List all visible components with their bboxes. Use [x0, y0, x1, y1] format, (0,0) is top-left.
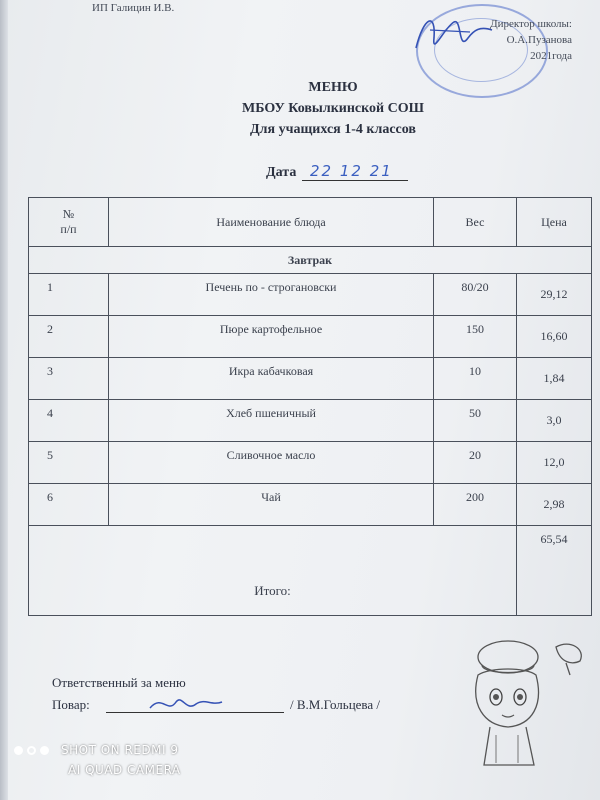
watermark-row-2 — [68, 760, 181, 780]
total-label: Итого: — [29, 526, 517, 616]
cook-label: Повар: — [52, 697, 90, 712]
chef-girl-illustration — [460, 635, 590, 775]
row-price: 3,0 — [517, 400, 592, 442]
row-price: 16,60 — [517, 316, 592, 358]
row-weight: 150 — [434, 316, 517, 358]
col-price: Цена — [517, 198, 592, 247]
page-binding-edge — [0, 0, 8, 800]
director-name: О.А.Пузанова — [506, 34, 572, 46]
menu-title: МЕНЮ — [308, 80, 358, 95]
col-dish-name: Наименование блюда — [109, 198, 434, 247]
row-number: 4 — [29, 400, 109, 442]
row-number: 2 — [29, 316, 109, 358]
cook-signature — [146, 690, 226, 716]
audience-line: Для учащихся 1-4 классов — [250, 122, 416, 137]
section-row — [29, 247, 592, 274]
row-number: 1 — [29, 274, 109, 316]
row-weight: 80/20 — [434, 274, 517, 316]
row-weight: 200 — [434, 484, 517, 526]
table-row — [29, 274, 592, 316]
total-value: 65,54 — [517, 526, 592, 616]
row-number: 5 — [29, 442, 109, 484]
row-dish: Печень по - строгановски — [109, 274, 434, 316]
director-signature — [410, 8, 500, 68]
responsible-label: Ответственный за меню — [52, 675, 186, 690]
camera-watermark — [14, 740, 181, 780]
menu-table — [28, 197, 592, 616]
row-dish: Икра кабачковая — [109, 358, 434, 400]
table-row — [29, 484, 592, 526]
col-weight: Вес — [434, 198, 517, 247]
row-dish: Чай — [109, 484, 434, 526]
row-number: 3 — [29, 358, 109, 400]
row-price: 2,98 — [517, 484, 592, 526]
table-row — [29, 316, 592, 358]
camera-dots-icon — [14, 746, 49, 755]
col-number — [29, 198, 109, 247]
row-dish: Сливочное масло — [109, 442, 434, 484]
row-number: 6 — [29, 484, 109, 526]
vendor-name: ИП Галицин И.В. — [92, 2, 175, 14]
watermark-row-1 — [14, 740, 181, 760]
row-dish: Хлеб пшеничный — [109, 400, 434, 442]
row-price: 1,84 — [517, 358, 592, 400]
table-row — [29, 400, 592, 442]
school-name: МБОУ Ковылкинской СОШ — [242, 101, 424, 116]
cook-name: / В.М.Гольцева / — [290, 697, 381, 712]
row-price: 12,0 — [517, 442, 592, 484]
watermark-line-2: AI QUAD CAMERA — [68, 763, 181, 777]
row-weight: 50 — [434, 400, 517, 442]
date-value: 22 12 21 — [302, 162, 408, 181]
row-dish: Пюре картофельное — [109, 316, 434, 358]
date-label: Дата — [266, 165, 297, 180]
director-approval — [490, 16, 572, 64]
section-breakfast: Завтрак — [29, 247, 592, 274]
watermark-line-1: SHOT ON REDMI 9 — [61, 743, 179, 757]
col-number-line2: п/п — [60, 222, 77, 236]
total-row — [29, 526, 592, 616]
row-price: 29,12 — [517, 274, 592, 316]
table-header-row — [29, 198, 592, 247]
director-title: Директор школы: — [490, 18, 572, 30]
approval-year: 2021года — [530, 50, 572, 62]
row-weight: 10 — [434, 358, 517, 400]
row-weight: 20 — [434, 442, 517, 484]
table-row — [29, 442, 592, 484]
table-row — [29, 358, 592, 400]
col-number-line1: № — [62, 207, 75, 221]
